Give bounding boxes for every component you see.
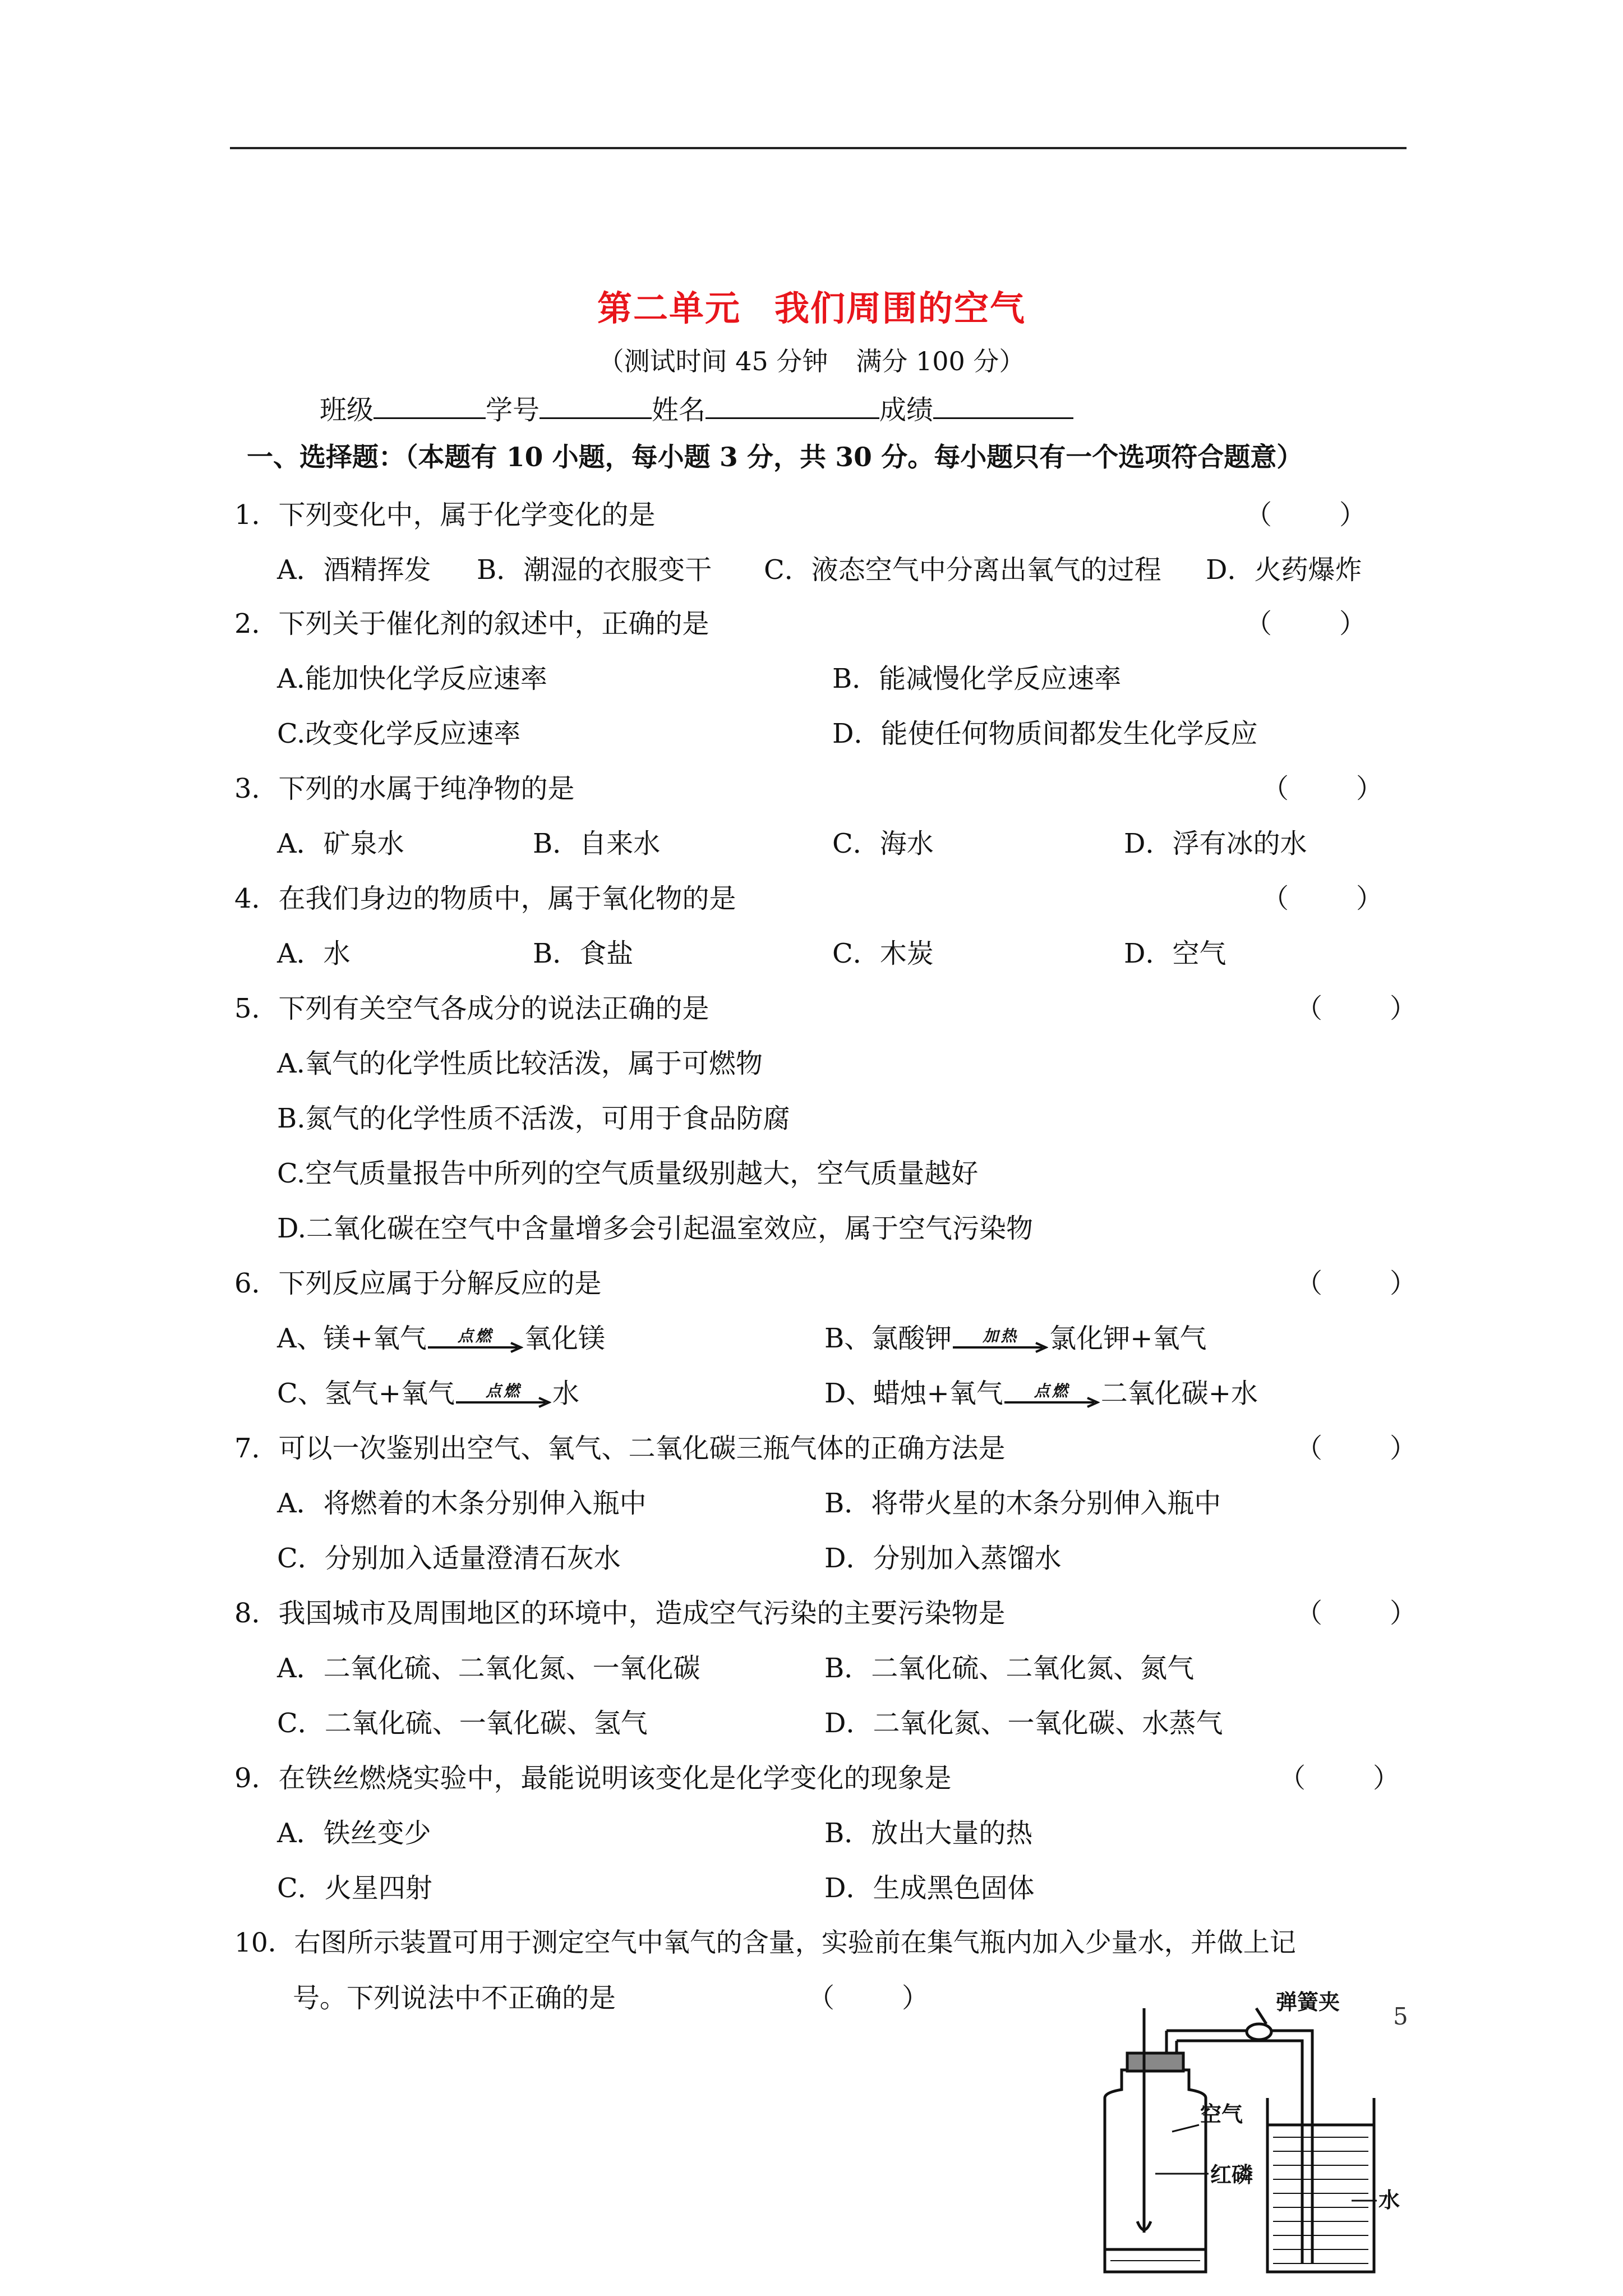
question-2-stem: 2．下列关于催化剂的叙述中，正确的是	[234, 608, 709, 639]
answer-paren-4[interactable]: （ ）	[1262, 883, 1384, 914]
q9-option-b: B．放出大量的热	[824, 1818, 1033, 1849]
q6-option-d: D、蜡烛+氧气 点燃 二氧化碳+水	[824, 1378, 1258, 1409]
question-7-stem: 7．可以一次鉴别出空气、氧气、二氧化碳三瓶气体的正确方法是	[234, 1433, 1006, 1464]
grade-label: 成绩	[879, 394, 934, 426]
reaction-arrow: 点燃	[1004, 1377, 1100, 1410]
question-1-stem: 1．下列变化中，属于化学变化的是	[234, 499, 656, 531]
q8-option-b: B．二氧化硫、二氧化氮、氮气	[824, 1653, 1195, 1684]
section-heading: 一、选择题：（本题有 10 小题，每小题 3 分，共 30 分。每小题只有一个选项符合题意）	[247, 442, 1303, 473]
q8-option-d: D．二氧化氮、一氧化碳、水蒸气	[824, 1708, 1223, 1739]
id-field[interactable]	[540, 393, 652, 419]
q8-option-a: A．二氧化硫、二氧化氮、一氧化碳	[277, 1653, 700, 1684]
answer-paren-7[interactable]: （ ）	[1295, 1433, 1417, 1464]
question-5-stem: 5．下列有关空气各成分的说法正确的是	[234, 993, 709, 1024]
q7-option-a: A．将燃着的木条分别伸入瓶中	[277, 1488, 647, 1519]
q7-option-d: D．分别加入蒸馏水	[824, 1543, 1062, 1574]
q6-option-a: A、镁+氧气 点燃 氧化镁	[277, 1323, 605, 1354]
grade-field[interactable]	[933, 393, 1073, 419]
answer-paren-1[interactable]: （ ）	[1245, 499, 1367, 531]
q6-option-c: C、氢气+氧气 点燃 水	[277, 1378, 579, 1409]
question-6-stem: 6．下列反应属于分解反应的是	[234, 1268, 602, 1299]
q5-option-d: D.二氧化碳在空气中含量增多会引起温室效应，属于空气污染物	[277, 1213, 1034, 1244]
name-field[interactable]	[706, 393, 879, 419]
q9-option-d: D．生成黑色固体	[824, 1872, 1035, 1904]
q3-option-a: A．矿泉水	[277, 828, 404, 859]
q3-option-c: C．海水	[832, 828, 934, 859]
phosphorus-label: 红磷	[1210, 2162, 1253, 2187]
answer-paren-6[interactable]: （ ）	[1295, 1268, 1417, 1299]
q1-option-a: A．酒精挥发	[277, 554, 431, 586]
reaction-arrow: 加热	[953, 1322, 1048, 1355]
q2-option-a: A.能加快化学反应速率	[277, 663, 547, 694]
q2-option-c: C.改变化学反应速率	[277, 718, 521, 749]
student-info-row	[320, 393, 1073, 427]
q9-option-a: A．铁丝变少	[277, 1818, 431, 1849]
q5-option-c: C.空气质量报告中所列的空气质量级别越大，空气质量越好	[277, 1158, 979, 1189]
question-10-stem: 10．右图所示装置可用于测定空气中氧气的含量，实验前在集气瓶内加入少量水，并做上记	[234, 1927, 1296, 1958]
answer-paren-10[interactable]: （ ）	[808, 1982, 929, 2014]
reaction-arrow: 点燃	[456, 1377, 551, 1410]
q7-option-c: C．分别加入适量澄清石灰水	[277, 1543, 621, 1574]
question-10-stem-cont: 号。下列说法中不正确的是	[293, 1982, 616, 2014]
q4-option-d: D．空气	[1124, 938, 1227, 969]
question-3-stem: 3．下列的水属于纯净物的是	[234, 773, 575, 804]
answer-paren-5[interactable]: （ ）	[1295, 993, 1417, 1024]
q1-option-d: D．火药爆炸	[1206, 554, 1362, 586]
subtitle-time: （测试时间 45 分钟	[598, 346, 828, 376]
header-rule	[230, 147, 1407, 149]
question-8-stem: 8．我国城市及周围地区的环境中，造成空气污染的主要污染物是	[234, 1598, 1006, 1629]
answer-paren-9[interactable]: （ ）	[1279, 1763, 1400, 1794]
page-number: 5	[1393, 2003, 1408, 2030]
title-unit: 第二单元	[597, 288, 741, 329]
q6-option-b: B、氯酸钾 加热 氯化钾+氧气	[824, 1323, 1207, 1354]
oxygen-measurement-apparatus	[1088, 1986, 1402, 2283]
reaction-arrow: 点燃	[428, 1322, 523, 1355]
title-topic: 我们周围的空气	[774, 288, 1026, 329]
q1-option-b: B．潮湿的衣服变干	[477, 554, 712, 586]
class-label: 班级	[320, 394, 374, 426]
subtitle	[0, 341, 1623, 378]
answer-paren-2[interactable]: （ ）	[1245, 608, 1367, 639]
air-label: 空气	[1200, 2102, 1243, 2127]
q4-option-c: C．木炭	[832, 938, 934, 969]
water-label: 水	[1378, 2188, 1400, 2212]
class-field[interactable]	[374, 393, 486, 419]
question-9-stem: 9．在铁丝燃烧实验中，最能说明该变化是化学变化的现象是	[234, 1763, 952, 1794]
q3-option-d: D．浮有冰的水	[1124, 828, 1307, 859]
q1-option-c: C．液态空气中分离出氧气的过程	[764, 554, 1161, 586]
clip-label: 弹簧夹	[1276, 1990, 1340, 2014]
question-4-stem: 4．在我们身边的物质中，属于氧化物的是	[234, 883, 736, 914]
q4-option-b: B．食盐	[533, 938, 634, 969]
q9-option-c: C．火星四射	[277, 1872, 432, 1904]
q3-option-b: B．自来水	[533, 828, 661, 859]
page-title	[0, 280, 1623, 330]
q7-option-b: B．将带火星的木条分别伸入瓶中	[824, 1488, 1221, 1519]
q2-option-d: D．能使任何物质间都发生化学反应	[832, 718, 1258, 749]
q5-option-a: A.氧气的化学性质比较活泼，属于可燃物	[277, 1048, 763, 1079]
id-label: 学号	[486, 394, 540, 426]
subtitle-score: 满分 100 分）	[856, 346, 1025, 376]
answer-paren-8[interactable]: （ ）	[1295, 1598, 1417, 1629]
q5-option-b: B.氮气的化学性质不活泼，可用于食品防腐	[277, 1103, 790, 1134]
q2-option-b: B．能减慢化学反应速率	[832, 663, 1122, 694]
q8-option-c: C．二氧化硫、一氧化碳、氢气	[277, 1708, 648, 1739]
q4-option-a: A．水	[277, 938, 351, 969]
answer-paren-3[interactable]: （ ）	[1262, 773, 1384, 804]
name-label: 姓名	[652, 394, 706, 426]
